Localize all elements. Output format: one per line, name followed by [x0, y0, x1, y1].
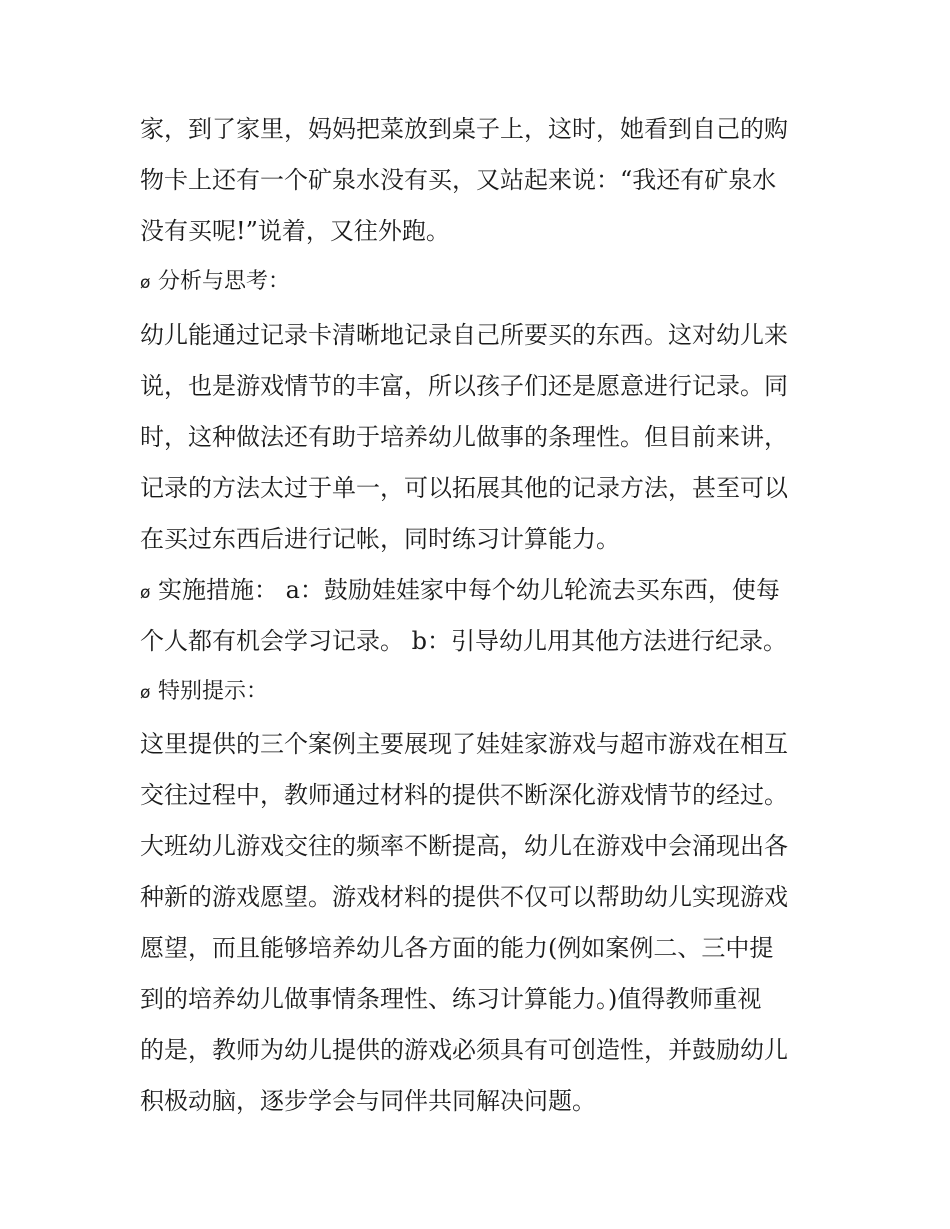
heading-measures-text: 实施措施： a：鼓励娃娃家中每个幼儿轮流去买东西，使每 — [158, 576, 780, 604]
bullet-icon: ø — [140, 273, 151, 293]
heading-analysis-text: 分析与思考： — [158, 269, 291, 294]
paragraph-line: 说，也是游戏情节的丰富，所以孩子们还是愿意进行记录。同 — [140, 372, 788, 400]
paragraph-line: 到的培养幼儿做事情条理性、练习计算能力。)值得教师重视 — [140, 985, 762, 1013]
paragraph-line: 在买过东西后进行记帐，同时练习计算能力。 — [140, 525, 620, 553]
paragraph-line: 积极动脑，逐步学会与同伴共同解决问题。 — [140, 1087, 596, 1115]
paragraph-line: 种新的游戏愿望。游戏材料的提供不仅可以帮助幼儿实现游戏 — [140, 883, 788, 911]
paragraph-line: 的是，教师为幼儿提供的游戏必须具有可创造性，并鼓励幼儿 — [140, 1036, 788, 1064]
paragraph-line: 个人都有机会学习记录。 b：引导幼儿用其他方法进行纪录。 — [140, 627, 787, 655]
paragraph-line: 时，这种做法还有助于培养幼儿做事的条理性。但目前来讲， — [140, 423, 788, 451]
paragraph-line: 家，到了家里，妈妈把菜放到桌子上，这时，她看到自己的购 — [140, 115, 788, 143]
paragraph-line: 这里提供的三个案例主要展现了娃娃家游戏与超市游戏在相互 — [140, 730, 788, 758]
paragraph-line: 愿望，而且能够培养幼儿各方面的能力(例如案例二、三中提 — [140, 934, 774, 962]
paragraph-line: 物卡上还有一个矿泉水没有买，又站起来说：“我还有矿泉水 — [140, 166, 777, 194]
bullet-icon: ø — [140, 683, 151, 703]
paragraph-line: 幼儿能通过记录卡清晰地记录自己所要买的东西。这对幼儿来 — [140, 321, 788, 349]
heading-tips — [140, 667, 268, 717]
paragraph-line: 交往过程中，教师通过材料的提供不断深化游戏情节的经过。 — [140, 781, 788, 809]
heading-analysis — [140, 257, 290, 307]
heading-measures — [140, 565, 780, 615]
paragraph-line: 没有买呢!”说着，又往外跑。 — [140, 217, 450, 245]
bullet-icon: ø — [140, 583, 151, 603]
heading-tips-text: 特别提示： — [158, 679, 269, 704]
paragraph-line: 记录的方法太过于单一，可以拓展其他的记录方法，甚至可以 — [140, 474, 788, 502]
paragraph-line: 大班幼儿游戏交往的频率不断提高，幼儿在游戏中会涌现出各 — [140, 832, 788, 860]
